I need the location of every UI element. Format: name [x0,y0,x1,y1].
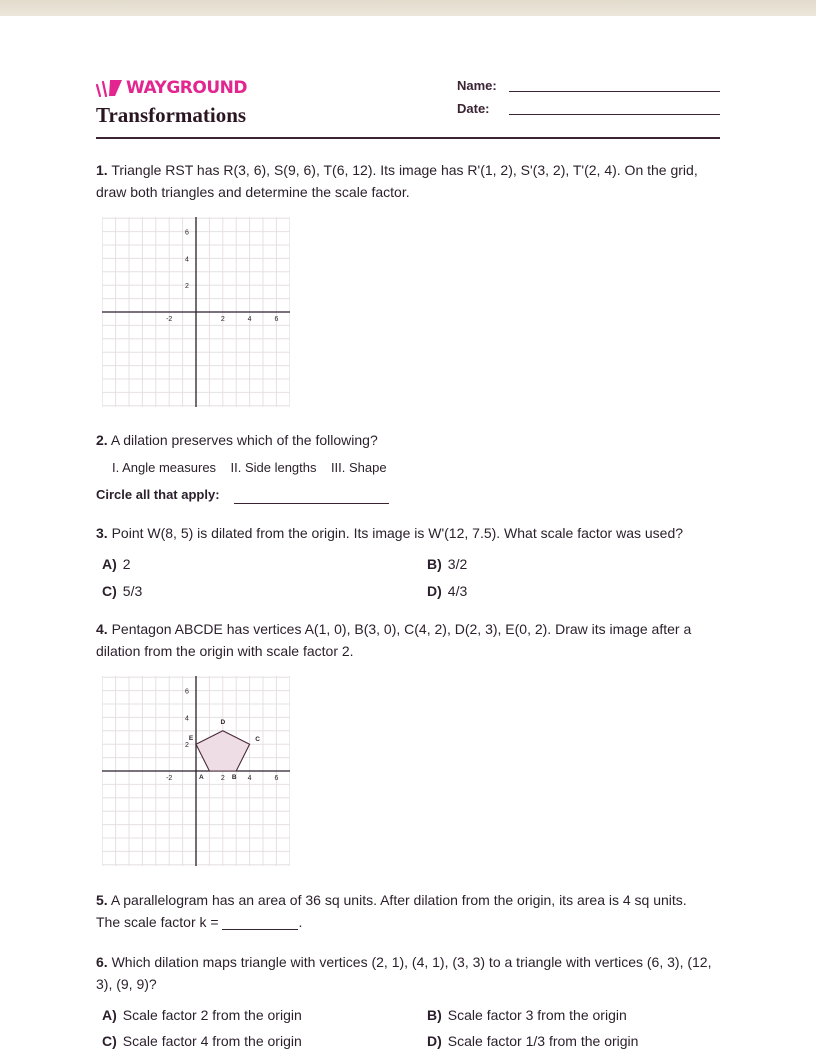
name-field[interactable] [509,91,720,92]
option-letter: C) [102,583,117,599]
x-tick-label: 4 [247,316,252,323]
question-1 [96,159,720,203]
vertex-label: C [255,736,260,744]
option-a[interactable] [102,1007,302,1023]
option-text: 5/3 [122,583,143,599]
vertex-label: D [220,718,226,726]
header-divider [96,137,720,139]
option-letter: B) [427,556,442,572]
option-text: 3/2 [447,556,468,572]
question-text: Pentagon ABCDE has vertices A(1, 0), B(3, 0), C(4, 2), D(2, 3), E(0, 2). Draw its image after a dilation from the origin with scale factor 2. [96,621,692,659]
question-number: 3. [96,525,108,541]
question-number: 5. [96,892,108,908]
y-tick-label: 6 [185,229,189,237]
y-tick-label: 4 [185,256,189,264]
option-letter: A) [102,1007,117,1023]
date-label: Date: [457,101,490,116]
option-c[interactable] [102,1033,302,1049]
top-band [0,0,816,16]
coordinate-grid-2[interactable] [102,676,290,866]
answer-label: Circle all that apply: [96,487,220,502]
option-d[interactable] [427,1033,638,1049]
vertex-label: B [231,774,237,781]
question-2 [96,429,720,451]
y-tick-label: 6 [185,688,189,696]
option-letter: A) [102,556,117,572]
question-number: 6. [96,954,108,970]
question-text-line-2: The scale factor k = [96,914,219,930]
x-tick-label: -2 [166,775,173,782]
question-text: A parallelogram has an area of 36 sq units. After dilation from the origin, its area is 4 sq units. [110,892,687,908]
question-3 [96,522,720,544]
wayground-logo-icon [96,79,122,97]
coordinate-grid-1[interactable] [102,217,290,407]
brand-logo [96,78,247,98]
scale-factor-blank[interactable] [222,915,298,930]
answer-blank[interactable] [234,503,389,504]
question-6 [96,951,720,995]
option-c[interactable] [102,583,142,599]
option-letter: B) [427,1007,442,1023]
x-tick-label: -2 [166,316,173,323]
x-tick-label: 4 [247,775,252,782]
dilation-properties: I. Angle measures II. Side lengths III. Shape [112,460,387,475]
question-4 [96,618,720,662]
option-text: Scale factor 4 from the origin [122,1033,302,1049]
y-tick-label: 2 [185,742,189,750]
option-d[interactable] [427,583,467,599]
option-b[interactable] [427,556,467,572]
x-tick-label: 2 [220,775,225,782]
option-text: Scale factor 1/3 from the origin [447,1033,639,1049]
brand-name: WAYGROUND [126,78,247,98]
x-tick-label: 6 [274,316,279,323]
option-b[interactable] [427,1007,627,1023]
name-label: Name: [457,78,497,93]
question-number: 2. [96,432,108,448]
date-field[interactable] [509,114,720,115]
question-number: 1. [96,162,108,178]
option-letter: C) [102,1033,117,1049]
option-text: Scale factor 3 from the origin [447,1007,627,1023]
page-title: Transformations [96,103,247,127]
x-tick-label: 6 [274,775,279,782]
option-text: 2 [122,556,131,572]
y-tick-label: 2 [185,283,189,291]
question-text: Which dilation maps triangle with vertices (2, 1), (4, 1), (3, 3) to a triangle with vertices (6, 3), (12, 3), (9, 9)? [96,954,712,992]
vertex-label: A [199,774,204,781]
option-letter: D) [427,1033,442,1049]
option-text: 4/3 [447,583,468,599]
option-letter: D) [427,583,442,599]
y-tick-label: 4 [185,715,189,723]
question-text: Triangle RST has R(3, 6), S(9, 6), T(6, 12). Its image has R'(1, 2), S'(3, 2), T'(2, 4). On the grid, draw both triangles and determine the scale factor. [96,162,698,200]
question-text: Point W(8, 5) is dilated from the origin. Its image is W'(12, 7.5). What scale factor was used? [111,525,684,541]
sentence-end: . [298,914,303,930]
question-text: A dilation preserves which of the following? [110,432,378,448]
pentagon-abcde [196,731,250,771]
x-tick-label: 2 [220,316,225,323]
question-number: 4. [96,621,108,637]
vertex-label: E [188,735,194,743]
option-a[interactable] [102,556,131,572]
question-5 [96,889,720,933]
option-text: Scale factor 2 from the origin [122,1007,302,1023]
